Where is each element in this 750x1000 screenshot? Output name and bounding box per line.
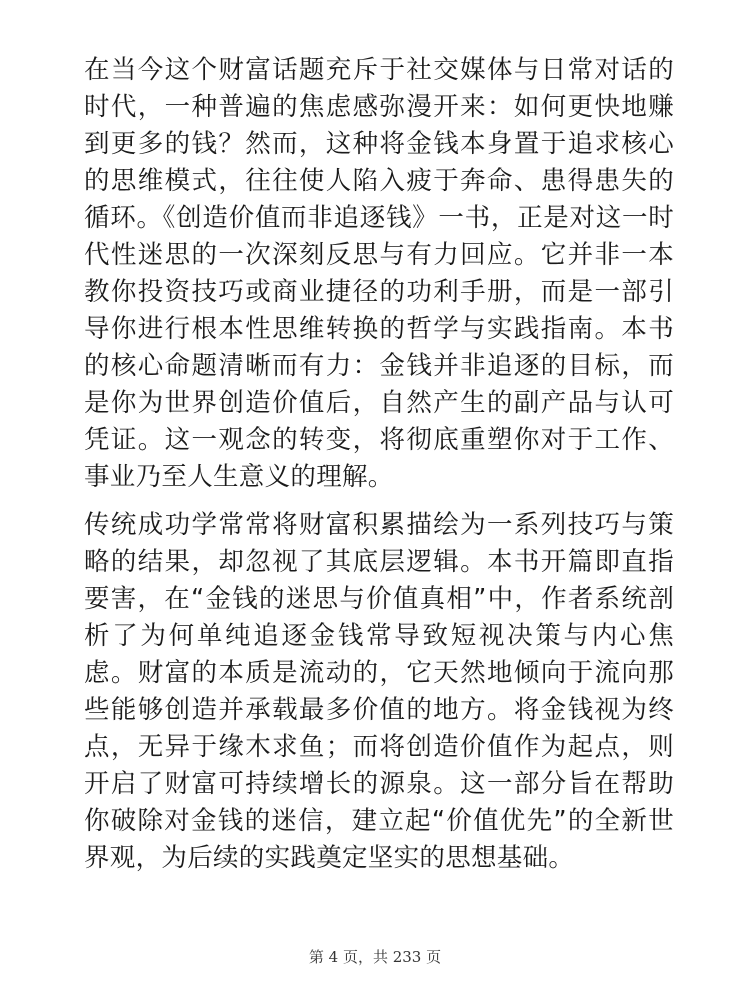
document-body <box>84 52 674 877</box>
paragraph-2: 传统成功学常常将财富积累描绘为一系列技巧与策略的结果，却忽视了其底层逻辑。本书开篇即直指要害，在“金钱的迷思与价值真相”中，作者系统剖析了为何单纯追逐金钱常导致短视决策与内心焦虑。财富的本质是流动的，它天然地倾向于流向那些能够创造并承载最多价值的地方。将金钱视为终点，无异于缘木求鱼；而将创造价值作为起点，则开启了财富可持续增长的源泉。这一部分旨在帮助你破除对金钱的迷信，建立起“价值优先”的全新世界观，为后续的实践奠定坚实的思想基础。 <box>84 510 674 873</box>
paragraph-1: 在当今这个财富话题充斥于社交媒体与日常对话的时代，一种普遍的焦虑感弥漫开来：如何更快地赚到更多的钱？然而，这种将金钱本身置于追求核心的思维模式，往往使人陷入疲于奔命、患得患失的循环。《创造价值而非追逐钱》一书，正是对这一时代性迷思的一次深刻反思与有力回应。它并非一本教你投资技巧或商业捷径的功利手册，而是一部引导你进行根本性思维转换的哲学与实践指南。本书的核心命题清晰而有力：金钱并非追逐的目标，而是你为世界创造价值后，自然产生的副产品与认可凭证。这一观念的转变，将彻底重塑你对于工作、事业乃至人生意义的理解。 <box>84 55 674 492</box>
page-number-footer: 第 4 页，共 233 页 <box>308 948 442 966</box>
